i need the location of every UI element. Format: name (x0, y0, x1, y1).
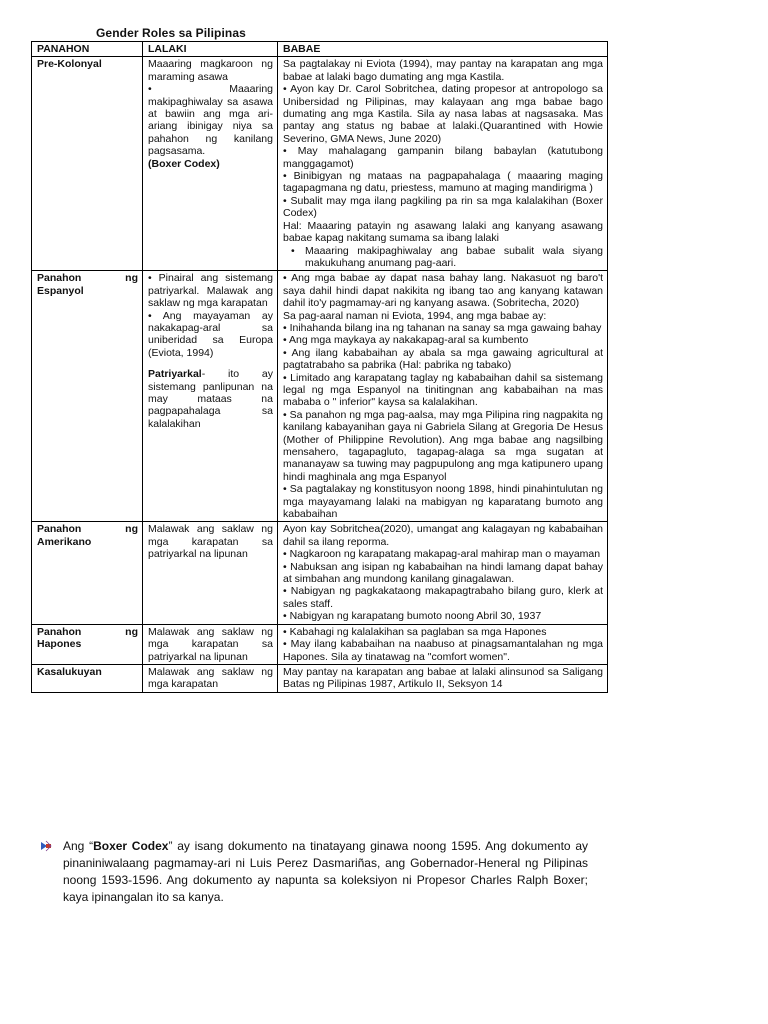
text: • Maaaring makipaghiwalay sa asawa at bawiin ang mga ari-ariang ibinigay niya sa pahahon ng kanilang pagsasama. (148, 83, 273, 158)
lalaki-cell (143, 664, 278, 692)
text: • Pinairal ang sistemang patriyarkal. Malawak ang saklaw ng mga karapatan (148, 272, 273, 310)
paragraph (283, 145, 603, 170)
text: • Ang mayayaman ay nakakapag-aral sa uniberidad sa Europa (Eviota, 1994) (148, 309, 273, 359)
paragraph (283, 666, 603, 691)
text: • Ang mga babae ay dapat nasa bahay lang. Nakasuot ng baro't saya dahil hindi dapat nakikita ng ibang tao ang kanyang katawan dahil ito'y pagmamay-ari ng kanyang asawa. (Sobritecha, 2020) (283, 272, 603, 310)
text: • Nabigyan ng karapatang bumoto noong Abril 30, 1937 (283, 610, 542, 623)
paragraph (283, 409, 603, 483)
paragraph (283, 334, 603, 346)
text: Sa pag-aaral naman ni Eviota, 1994, ang mga babae ay: (283, 309, 547, 322)
paragraph (283, 561, 603, 586)
text: • May mahalagang gampanin bilang babaylan (katutubong manggagamot) (283, 145, 603, 170)
paragraph (148, 310, 273, 360)
bold-term: (Boxer Codex) (148, 157, 220, 170)
document-title: Gender Roles sa Pilipinas (96, 26, 246, 40)
text: • Nagkaroon ng karapatang makapag-aral mahirap man o mayaman (283, 548, 601, 561)
text: • Ayon kay Dr. Carol Sobritchea, dating propesor at antropologo sa Unibersidad ng Pilipinas, may kalayaan ang mga babae bago dumating ang mga Kastila. Sila ay nasa labas at nagsasaka. Mas pantay ang status ng babae at lalaki.(Quarantined with Howie Severino, GMA News, June 2020) (283, 83, 603, 145)
text: • Sa panahon ng mga pag-aalsa, may mga Pilipina ring nagpakita ng kanilang kabayanihan gaya ni Gabriela Silang at Gregoria De Hesus (Mother of Philippine Revolution). Ang mga babae ang nagsilbing mensahero, tagapagluto, tagapag-alaga sa mga sugatan at mananayaw sa tuwing may pagpupulong ang mga katipunero upang hindi maghinala ang mga Espanyol (283, 408, 603, 483)
table-row (32, 664, 608, 692)
period-cell: Pre-Kolonyal (32, 57, 143, 271)
lalaki-cell (143, 271, 278, 522)
text: • Inihahanda bilang ina ng tahanan na sanay sa mga gawaing bahay (283, 321, 602, 334)
text: • Ang mga maykaya ay nakakapag-aral sa kumbento (283, 334, 529, 347)
text: • Ang ilang kababaihan ay abala sa mga gawaing agricultural at pagtatrabaho sa pabrika (Hal: pabrika ng tabako) (283, 346, 603, 372)
paragraph (283, 58, 603, 83)
paragraph (283, 272, 603, 309)
text: Sa pagtalakay ni Eviota (1994), may pantay na karapatan ang mga babae at lalaki bago dumating ang mga Kastila. (283, 58, 603, 83)
paragraph (283, 310, 603, 322)
text: Malawak ang saklaw ng mga karapatan (148, 665, 273, 691)
paragraph (283, 170, 603, 195)
text: • Nabuksan ang isipan ng kababaihan na hindi lamang dapat bahay at simbahan ang mundong kanilang ginagalawan. (283, 560, 603, 586)
paragraph (283, 610, 603, 622)
text: • May ilang kababaihan na naabuso at pinagsamantalahan ng mga Hapones. Sila ay tinatawag na "comfort women". (283, 638, 603, 663)
paragraph (283, 638, 603, 663)
header-panahon: PANAHON (32, 42, 143, 57)
text: • Binibigyan ng mataas na pagpapahalaga ( maaaring maging tagapagmana ng datu, priestess, mamuno at maging mandirigma ) (283, 170, 603, 195)
text: • Kabahagi ng kalalakihan sa paglaban sa mga Hapones (283, 625, 547, 638)
paragraph (148, 626, 273, 663)
babae-cell (278, 624, 608, 664)
text: Hal: Maaaring patayin ng asawang lalaki ang kanyang asawang babae kapag nakitang sumama sa ibang lalaki (283, 219, 603, 245)
footnote-text (63, 838, 588, 906)
bullet-item (283, 245, 603, 270)
paragraph (283, 195, 603, 220)
header-babae: BABAE (278, 42, 608, 57)
babae-cell (278, 522, 608, 624)
text: • Subalit may mga ilang pagkiling pa rin sa mga kalalakihan (Boxer Codex) (283, 194, 603, 220)
footnote-boxer-codex: Boxer Codex (93, 839, 169, 853)
table-row (32, 624, 608, 664)
paragraph (148, 368, 273, 430)
lalaki-cell (143, 624, 278, 664)
footnote-pre: Ang “ (63, 839, 94, 853)
table-row (32, 522, 608, 624)
paragraph (148, 272, 273, 309)
paragraph (283, 585, 603, 610)
lalaki-cell (143, 522, 278, 624)
arrow-bullet-icon (40, 840, 52, 852)
paragraph (283, 322, 603, 334)
paragraph (283, 83, 603, 145)
paragraph (148, 58, 273, 83)
text: • Nabigyan ng pagkakataong makapagtrabaho bilang guro, klerk at sales staff. (283, 585, 603, 610)
lalaki-cell (143, 57, 278, 271)
text: Maaaring makipaghiwalay ang babae subalit wala siyang makukuhang anumang pag-aari. (305, 244, 603, 269)
header-lalaki: LALAKI (143, 42, 278, 57)
text: • Sa pagtalakay ng konstitusyon noong 1898, hindi pinahintulutan ng mga mayayamang lalaki na mabigyan ng kaparatang bumoto ang kababaihan (283, 483, 603, 521)
footnote-post: ” ay isang dokumento na tinatayang ginawa noong 1595. Ang dokumento ay pinaniniwalaang pagmamay-ari ni Luis Perez Dasmariñas, ang Gobernador-Heneral ng Pilipinas noong 1593-1596. Ang dokumento ay napunta sa koleksiyon ni Propesor Charles Ralph Boxer; kaya ipinangalan ito sa kanya. (63, 839, 588, 904)
paragraph (283, 372, 603, 409)
period-cell: Kasalukuyan (32, 664, 143, 692)
period-cell: Panahon ng Espanyol (32, 271, 143, 522)
paragraph (283, 523, 603, 548)
paragraph (283, 626, 603, 638)
paragraph (148, 158, 273, 170)
footnote (40, 838, 588, 906)
text: Ayon kay Sobritchea(2020), umangat ang kalagayan ng kababaihan dahil sa ilang reporma. (283, 523, 603, 548)
text: May pantay na karapatan ang babae at lalaki alinsunod sa Saligang Batas ng Pilipinas 1987, Artikulo II, Seksyon 14 (283, 665, 603, 691)
text: Maaaring magkaroon ng maraming asawa (148, 58, 273, 83)
period-cell: Panahon ng Hapones (32, 624, 143, 664)
bold-term: Patriyarkal (148, 368, 202, 381)
paragraph (283, 483, 603, 520)
spacer (148, 359, 273, 368)
text: Malawak ang saklaw ng mga karapatan sa patriyarkal na lipunan (148, 625, 273, 663)
text: • Limitado ang karapatang taglay ng kababaihan dahil sa sistemang legal ng mga Espanyol na tinitingnan ang kababaihan na mas mababa o " inferior" kaysa sa kalalakihan. (283, 371, 603, 409)
babae-cell (278, 57, 608, 271)
table-header-row (32, 42, 608, 57)
paragraph (283, 220, 603, 245)
paragraph (148, 523, 273, 560)
paragraph (283, 548, 603, 560)
table-row (32, 57, 608, 271)
gender-roles-table (31, 41, 608, 693)
paragraph (148, 83, 273, 157)
period-cell: Panahon ng Amerikano (32, 522, 143, 624)
table-body (32, 57, 608, 692)
babae-cell (278, 271, 608, 522)
text: Malawak ang saklaw ng mga karapatan sa patriyarkal na lipunan (148, 523, 273, 561)
table-row (32, 271, 608, 522)
definition-text: - ito ay sistemang panlipunan na may mataas na pagpapahalaga sa kalalakihan (148, 368, 273, 430)
babae-cell (278, 664, 608, 692)
paragraph (283, 347, 603, 372)
paragraph (148, 666, 273, 691)
